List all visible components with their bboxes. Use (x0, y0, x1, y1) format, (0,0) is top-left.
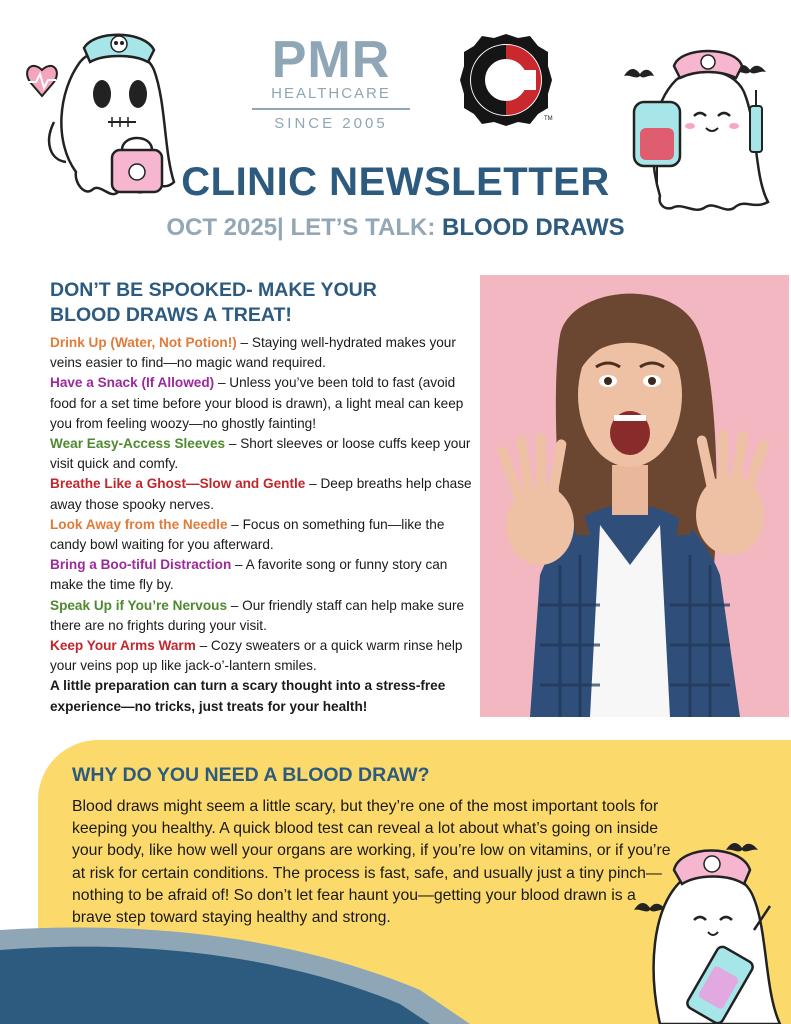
tip-label: Look Away from the Needle (50, 516, 228, 532)
why-heading: WHY DO YOU NEED A BLOOD DRAW? (72, 764, 430, 786)
bat-icon (624, 69, 654, 77)
tip-label: Keep Your Arms Warm (50, 638, 196, 654)
c-logo-badge (456, 30, 556, 130)
tip-label: Breathe Like a Ghost—Slow and Gentle (50, 476, 306, 492)
why-body-text: Blood draws might seem a little scary, but they’re one of the most important tools for keeping you healthy. A quick blood test can reveal a lot about what’s going on inside your body, like how well your organs are working, if you’re low on vitamins, or if you’re at risk for certain conditions. The process is fast, safe, and usually just a tiny pinch—nothing to be afraid of! So don’t let fear haunt you—getting your blood drawn is a brave step toward staying healthy and strong. (72, 798, 671, 927)
tip-label: Speak Up if You’re Nervous (50, 597, 228, 613)
logo-divider (252, 108, 410, 110)
scared-woman-illustration (480, 275, 789, 717)
tip-text: – Unless you’ve been told to fast (avoid food for a set time before your blood is drawn), a light meal can keep you from feeling woozy—no ghostly fainting! (50, 375, 464, 431)
tip-text: – Deep breaths help chase away those spooky nerves. (50, 476, 472, 512)
tips-list (50, 333, 475, 717)
c-logo-icon (456, 30, 556, 130)
tip-text: – A favorite song or funny story can make the time fly by. (50, 557, 448, 593)
scared-woman-photo (480, 275, 789, 717)
trademark-mark: TM (544, 116, 553, 122)
bat-icon (726, 843, 758, 851)
pmr-healthcare-logo (246, 31, 416, 138)
tip-text: – Short sleeves or loose cuffs keep your visit quick and comfy. (50, 436, 471, 472)
bat-icon (634, 903, 666, 911)
tip-label: Drink Up (Water, Not Potion!) (50, 335, 237, 350)
logo-since-text: SINCE 2005 (274, 115, 388, 132)
tips-closing: A little preparation can turn a scary thought into a stress-free experience—no tricks, just treats for your health! (50, 678, 446, 714)
newsletter-title: CLINIC NEWSLETTER (181, 160, 610, 204)
tip-item (50, 596, 475, 636)
subtitle-date: OCT 2025| (166, 214, 284, 241)
tip-text: – Staying well-hydrated makes your veins easier to find—no magic wand required. (50, 335, 456, 371)
tip-item (50, 636, 475, 676)
tip-label: Have a Snack (If Allowed) (50, 375, 215, 391)
tip-item (50, 434, 475, 474)
tip-text: – Focus on something fun—like the candy bowl waiting for you afterward. (50, 516, 445, 553)
c-logo-letter: C (495, 62, 517, 95)
syringe-icon (750, 90, 762, 152)
tip-item (50, 333, 475, 373)
tip-item (50, 373, 475, 434)
tip-label: Bring a Boo-tiful Distraction (50, 557, 232, 573)
tip-label: Wear Easy-Access Sleeves (50, 436, 226, 452)
heart-icon (27, 66, 57, 96)
tip-text: – Our friendly staff can help make sure there are no frights during your visit. (50, 597, 465, 633)
tips-heading: DON’T BE SPOOKED- MAKE YOUR BLOOD DRAWS A TREAT! (50, 279, 377, 326)
subtitle-lead: LET’S TALK: (290, 214, 436, 241)
tip-text: – Cozy sweaters or a quick warm rinse help your veins pop up like jack-o’-lantern smiles. (50, 638, 463, 674)
tip-item (50, 555, 475, 595)
newsletter-subtitle (0, 214, 791, 242)
logo-main-text: PMR (271, 31, 391, 89)
ghost-nurse-syringe-illustration (630, 800, 791, 1024)
tip-item (50, 515, 475, 555)
logo-sub-text: HEALTHCARE (271, 85, 391, 102)
tip-item (50, 474, 475, 514)
subtitle-topic: BLOOD DRAWS (441, 214, 625, 241)
skull-icon (111, 36, 127, 52)
